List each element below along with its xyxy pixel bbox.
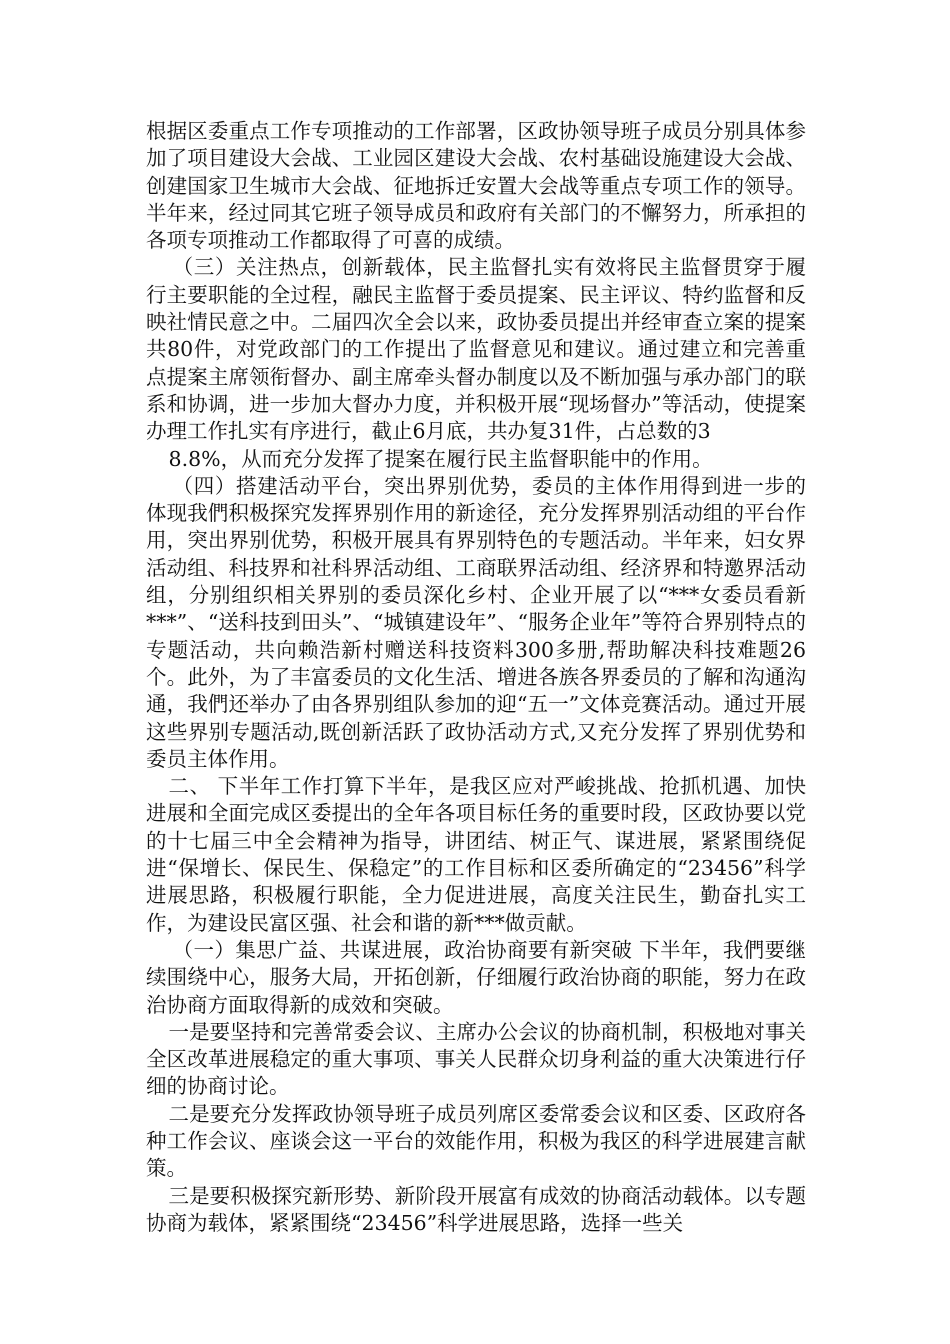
paragraph-1: 根据区委重点工作专项推动的工作部署，区政协领导班子成员分别具体参加了项目建设大会战、工业园区建设大会战、农村基础设施建设大会战、创建国家卫生城市大会战、征地拆迁安置大会战等重点专项工作的领导。半年来，经过同其它班子领导成员和政府有关部门的不懈努力，所承担的各项专项推动工作都取得了可喜的成绩。 [146,119,806,253]
paragraph-9: 三是要积极探究新形势、新阶段开展富有成效的协商活动载体。以专题协商为载体，紧紧围绕“23456”科学进展思路，选择一些关 [146,1183,806,1235]
paragraph-7: 一是要坚持和完善常委会议、主席办公会议的协商机制，积极地对事关全区改革进展稳定的重大事项、事关人民群众切身利益的重大决策进行仔细的协商讨论。 [146,1019,806,1099]
paragraph-3: 8.8%，从而充分发挥了提案在履行民主监督职能中的作用。 [168,446,713,471]
paragraph-6: （一）集思广益、共谋进展，政治协商要有新突破 下半年，我們要继续围绕中心，服务大局，开拓创新，仔细履行政治协商的职能，努力在政治协商方面取得新的成效和突破。 [146,937,806,1017]
paragraph-2: （三）关注热点，创新载体，民主监督扎实有效将民主监督贯穿于履行主要职能的全过程，融民主监督于委员提案、民主评议、特约监督和反映社情民意之中。二届四次全会以来，政协委员提出并经审查立案的提案共80件，对党政部门的工作提出了监督意见和建议。通过建立和完善重点提案主席领衔督办、副主席牵头督办制度以及不断加强与承办部门的联系和协调，进一步加大督办力度，并积极开展“现场督办”等活动，使提案办理工作扎实有序进行，截止6月底，共办复31件，占总数的3 [146,255,806,444]
paragraph-5: 二、 下半年工作打算下半年，是我区应对严峻挑战、抢抓机遇、加快进展和全面完成区委提出的全年各项目标任务的重要时段，区政协要以党的十七届三中全会精神为指导，讲团结、树正气、谋进展，紧紧围绕促进“保增长、保民生、保稳定”的工作目标和区委所确定的“23456”科学进展思路，积极履行职能，全力促进进展，高度关注民生，勤奋扎实工作，为建设民富区强、社会和谐的新***做贡献。 [146,774,806,935]
document-body [146,118,806,1237]
paragraph-4: （四）搭建活动平台，突出界别优势，委员的主体作用得到进一步的体现我們积极探究发挥界别作用的新途径，充分发挥界别活动组的平台作用，突出界别优势，积极开展具有界别特色的专题活动。半年来，妇女界活动组、科技界和社科界活动组、工商联界活动组、经济界和特邀界活动组，分别组织相关界别的委员深化乡村、企业开展了以“***女委员看新***”、“送科技到田头”、“城镇建设年”、“服务企业年”等符合界别特点的专题活动，共向赖浩新村赠送科技资料300多册,帮助解决科技难题26个。此外，为了丰富委员的文化生活、增进各族各界委员的了解和沟通沟通，我們还举办了由各界别组队参加的迎“五一”文体竞赛活动。通过开展这些界别专题活动,既创新活跃了政协活动方式,又充分发挥了界别优势和委员主体作用。 [146,473,806,771]
paragraph-8: 二是要充分发挥政协领导班子成员列席区委常委会议和区委、区政府各种工作会议、座谈会这一平台的效能作用，积极为我区的科学进展建言献策。 [146,1101,806,1181]
